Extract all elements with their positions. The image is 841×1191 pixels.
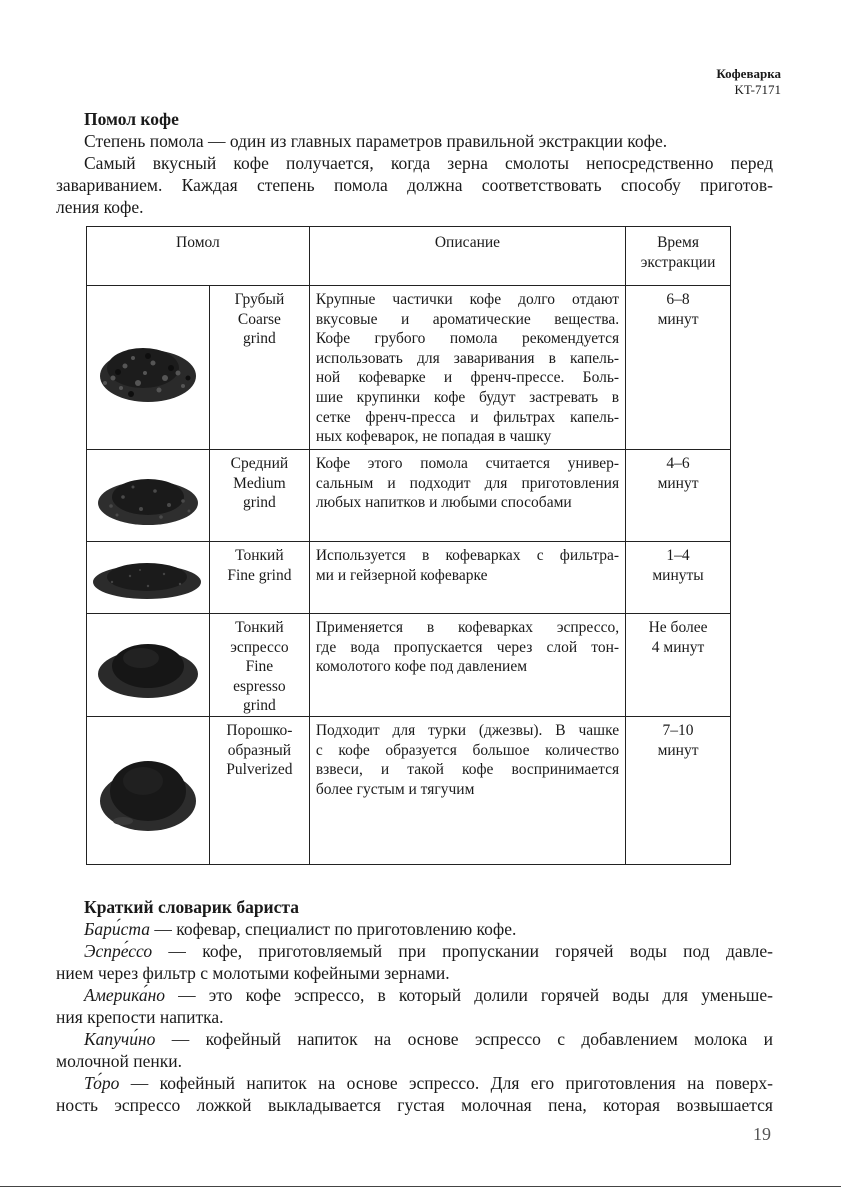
grind-name-line: Средний — [230, 455, 289, 472]
glossary-definition: — кофейный напиток на основе эспрессо с добавлением молока и — [155, 1029, 773, 1049]
time-line: 4 минут — [651, 638, 705, 656]
glossary-definition: — это кофе эспрессо, в который долили горячей воды для уменьше- — [165, 985, 773, 1005]
glossary-definition: молочной пенки. — [56, 1051, 183, 1071]
extraction-time-cell — [626, 717, 731, 865]
description-line: сальным и подходит для приготовления — [315, 474, 620, 492]
glossary-term: Америка́но — [84, 985, 166, 1005]
description-line: сетке френч-пресса и фильтрах капель- — [315, 408, 620, 426]
time-line: 1–4 — [666, 547, 690, 564]
description-line: с кофе образуется большое количество — [315, 741, 620, 759]
header-product: Кофеварка — [716, 66, 781, 81]
glossary-term: То́ро — [84, 1073, 120, 1093]
section-title-glossary: Краткий словарик бариста — [84, 897, 299, 917]
header-model: KT-7171 — [734, 82, 781, 97]
glossary-term: Бари́ста — [84, 919, 150, 939]
header-time-line2: экстракции — [640, 253, 716, 271]
glossary-entry — [56, 1072, 773, 1094]
grind-name-line: grind — [243, 494, 276, 512]
header-grind: Помол — [87, 227, 310, 286]
grind-name-line: Тонкий — [235, 547, 284, 564]
grind-name-cell — [209, 286, 309, 450]
table-row — [87, 614, 731, 717]
grind-name-line: Fine grind — [227, 566, 292, 584]
description-line: шие крупинки кофе будут застревать в — [315, 388, 620, 406]
description-line: более густым и тягучим — [315, 780, 475, 798]
grind-name-line: Тонкий — [235, 619, 284, 636]
intro-paragraphs — [56, 130, 773, 218]
medium-image-cell — [87, 450, 210, 542]
extraction-time-cell — [626, 614, 731, 717]
extraction-time-cell — [626, 286, 731, 450]
time-line: минут — [657, 310, 699, 328]
description-line: Применяется в кофеварках эспрессо, — [315, 619, 620, 636]
table-row — [87, 286, 731, 450]
grind-name-line: образный — [227, 741, 292, 759]
table-row — [87, 717, 731, 865]
page-number: 19 — [753, 1124, 771, 1144]
medium-coffee-image — [93, 461, 203, 531]
espresso-coffee-image — [93, 628, 203, 703]
table-row — [87, 542, 731, 614]
grind-name-cell — [209, 614, 309, 717]
glossary-definition: — кофевар, специалист по приготовлению кофе. — [149, 919, 517, 939]
grind-name-cell — [209, 542, 309, 614]
grind-name-line: Medium — [233, 474, 286, 492]
coarse-image-cell — [87, 286, 210, 450]
grind-name-cell — [209, 450, 309, 542]
description-line: Используется в кофеварках с фильтра- — [315, 547, 620, 564]
description-line: вкусовые и ароматические вещества. — [315, 310, 620, 328]
glossary-definition: ность эспрессо ложкой выкладывается густая молочная пена, которая возвышается — [56, 1095, 773, 1115]
grind-description-cell — [309, 614, 625, 717]
time-line: Не более — [648, 619, 708, 636]
extraction-time-cell — [626, 450, 731, 542]
description-line: любых напитков и любыми способами — [315, 494, 572, 512]
fine-coffee-image — [90, 550, 205, 605]
grind-name-line: Pulverized — [226, 761, 293, 779]
glossary-definition: нием через фильтр с молотыми кофейными зернами. — [56, 963, 450, 983]
coarse-coffee-image — [93, 328, 203, 408]
pulverized-image-cell — [87, 717, 210, 865]
time-line: 4–6 — [666, 455, 690, 472]
grind-description-cell — [309, 717, 625, 865]
grind-name-line: Fine — [245, 658, 274, 676]
description-line: ных кофеварок, не попадая в чашку — [315, 428, 552, 446]
grind-name-line: эспрессо — [230, 638, 289, 656]
glossary-definition: ния крепости напитка. — [56, 1007, 224, 1027]
description-line: Крупные частички кофе долго отдают — [315, 291, 620, 308]
glossary-definition: — кофе, приготовляемый при пропускании горячей воды под давле- — [152, 941, 773, 961]
header-time-line1: Время — [657, 234, 699, 251]
grind-name-line: grind — [243, 697, 276, 715]
grind-description-cell — [309, 542, 625, 614]
extraction-time-cell — [626, 542, 731, 614]
grind-name-line: grind — [243, 330, 276, 348]
grind-name-line: Порошко- — [226, 722, 293, 739]
description-line: взвеси, и такой кофе воспринимается — [315, 761, 620, 779]
intro-p2-line2: завариванием. Каждая степень помола должна соответствовать способу приготов- — [56, 175, 773, 195]
header-description: Описание — [309, 227, 625, 286]
description-line: ми и гейзерной кофеварке — [315, 566, 488, 584]
bottom-rule — [0, 1186, 841, 1187]
section-title-grind: Помол кофе — [84, 109, 179, 129]
grind-name-line: Грубый — [234, 291, 285, 308]
pulverized-coffee-image — [93, 741, 203, 841]
table-header-row — [87, 227, 731, 286]
description-line: где вода пропускается через слой тон- — [315, 638, 620, 656]
glossary-entry — [56, 1028, 773, 1050]
espresso-image-cell — [87, 614, 210, 717]
description-line: комолотого кофе под давлением — [315, 658, 528, 676]
grind-name-line: espresso — [233, 677, 286, 695]
fine-image-cell — [87, 542, 210, 614]
time-line: 7–10 — [662, 722, 694, 739]
time-line: минут — [657, 474, 699, 492]
glossary — [56, 918, 773, 1116]
intro-p2-line1: Самый вкусный кофе получается, когда зерна смолоты непосредственно перед — [84, 153, 773, 173]
intro-p2-line3: ления кофе. — [56, 197, 144, 217]
grind-description-cell — [309, 450, 625, 542]
glossary-entry — [56, 984, 773, 1006]
grind-name-line: Coarse — [237, 310, 281, 328]
description-line: Подходит для турки (джезвы). В чашке — [315, 722, 620, 739]
header-time — [626, 227, 731, 286]
glossary-entry — [56, 918, 773, 940]
description-line: ной кофеварке и френч-прессе. Боль- — [315, 369, 620, 387]
glossary-entry — [56, 940, 773, 962]
description-line: использовать для заваривания в капель- — [315, 349, 620, 367]
time-line: минуты — [652, 566, 704, 584]
table-row — [87, 450, 731, 542]
grind-description-cell — [309, 286, 625, 450]
glossary-term: Эспре́ссо — [84, 941, 153, 961]
time-line: минут — [657, 741, 699, 759]
page-header — [716, 66, 781, 98]
glossary-definition: — кофейный напиток на основе эспрессо. Для его приготовления на поверх- — [119, 1073, 773, 1093]
description-line: Кофе грубого помола рекомендуется — [315, 330, 620, 348]
time-line: 6–8 — [666, 291, 690, 308]
glossary-term: Капучи́но — [84, 1029, 156, 1049]
description-line: Кофе этого помола считается универ- — [315, 455, 620, 472]
grind-table — [86, 226, 731, 865]
intro-p1: Степень помола — один из главных параметров правильной экстракции кофе. — [84, 131, 668, 151]
grind-name-cell — [209, 717, 309, 865]
